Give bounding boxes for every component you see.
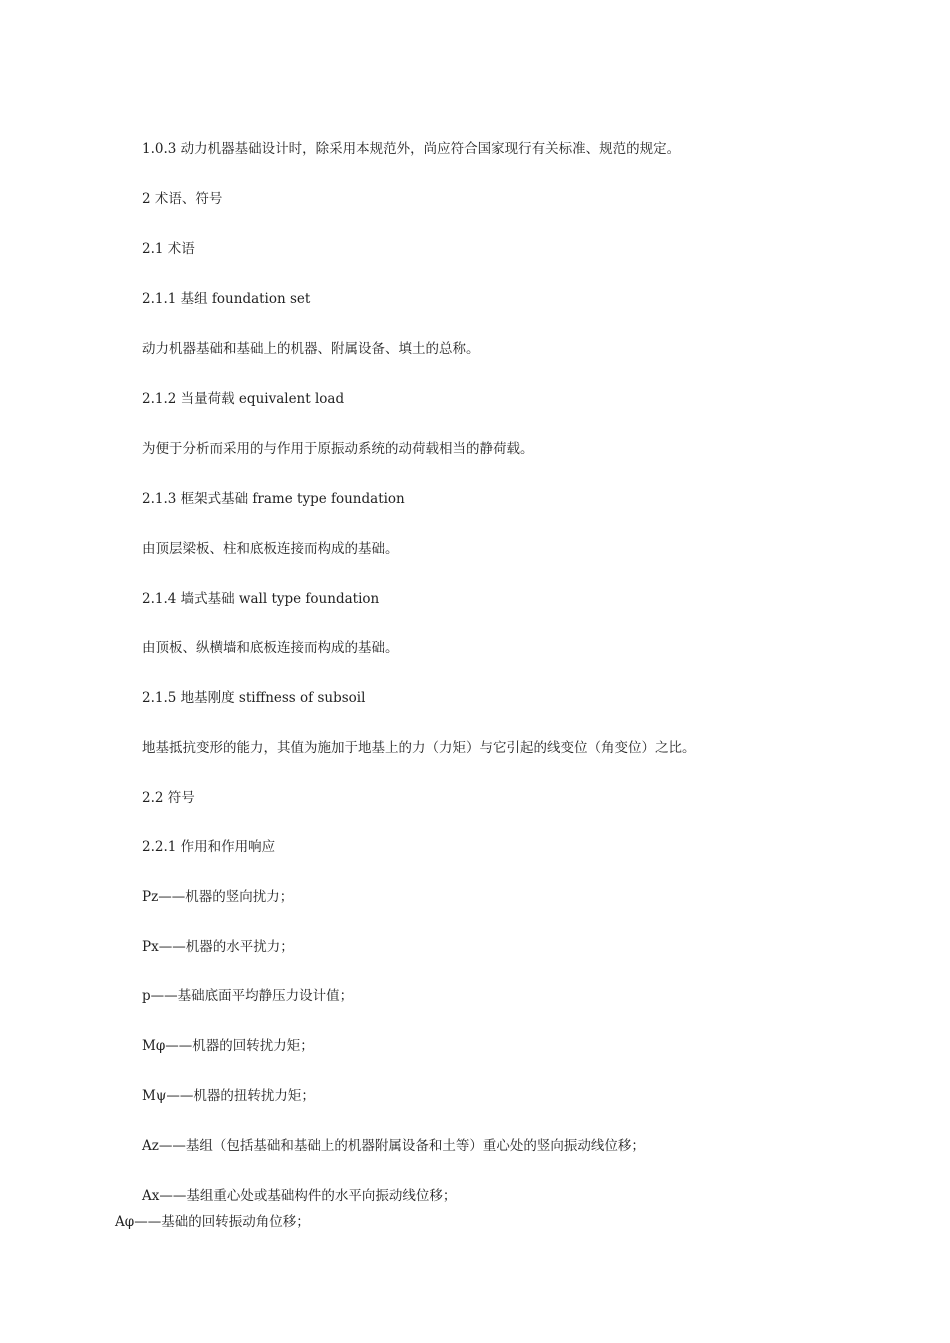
section-2-2-heading: 2.2 符号 <box>142 790 195 806</box>
symbol-ax: Ax——基组重心处或基础构件的水平向振动线位移； <box>142 1188 457 1204</box>
term-2-1-1-definition: 动力机器基础和基础上的机器、附属设备、填土的总称。 <box>142 341 480 357</box>
term-2-1-5-definition: 地基抵抗变形的能力，其值为施加于地基上的力（力矩）与它引起的线变位（角变位）之比。 <box>142 740 696 756</box>
term-2-1-3-definition: 由顶层梁板、柱和底板连接而构成的基础。 <box>142 541 399 557</box>
symbol-p: p——基础底面平均静压力设计值； <box>142 988 354 1004</box>
term-2-1-5-heading: 2.1.5 地基刚度 stiffness of subsoil <box>142 690 366 706</box>
symbol-px: Px——机器的水平扰力； <box>142 939 294 955</box>
symbol-az: Az——基组（包括基础和基础上的机器附属设备和土等）重心处的竖向振动线位移； <box>142 1138 645 1154</box>
section-2-heading: 2 术语、符号 <box>142 191 223 207</box>
term-2-1-2-definition: 为便于分析而采用的与作用于原振动系统的动荷载相当的静荷载。 <box>142 441 534 457</box>
symbol-a-phi: Aφ——基础的回转振动角位移； <box>115 1214 310 1230</box>
term-2-1-4-definition: 由顶板、纵横墙和底板连接而构成的基础。 <box>142 640 399 656</box>
term-2-1-1-heading: 2.1.1 基组 foundation set <box>142 291 311 307</box>
term-2-1-2-heading: 2.1.2 当量荷载 equivalent load <box>142 391 345 407</box>
section-2-2-1-heading: 2.2.1 作用和作用响应 <box>142 839 276 855</box>
clause-1-0-3: 1.0.3 动力机器基础设计时，除采用本规范外，尚应符合国家现行有关标准、规范的规定。 <box>142 141 681 157</box>
symbol-m-psi: Mψ——机器的扭转扰力矩； <box>142 1088 315 1104</box>
term-2-1-4-heading: 2.1.4 墙式基础 wall type foundation <box>142 591 380 607</box>
term-2-1-3-heading: 2.1.3 框架式基础 frame type foundation <box>142 491 405 507</box>
symbol-pz: Pz——机器的竖向扰力； <box>142 889 294 905</box>
section-2-1-heading: 2.1 术语 <box>142 241 195 257</box>
symbol-m-phi: Mφ——机器的回转扰力矩； <box>142 1038 314 1054</box>
